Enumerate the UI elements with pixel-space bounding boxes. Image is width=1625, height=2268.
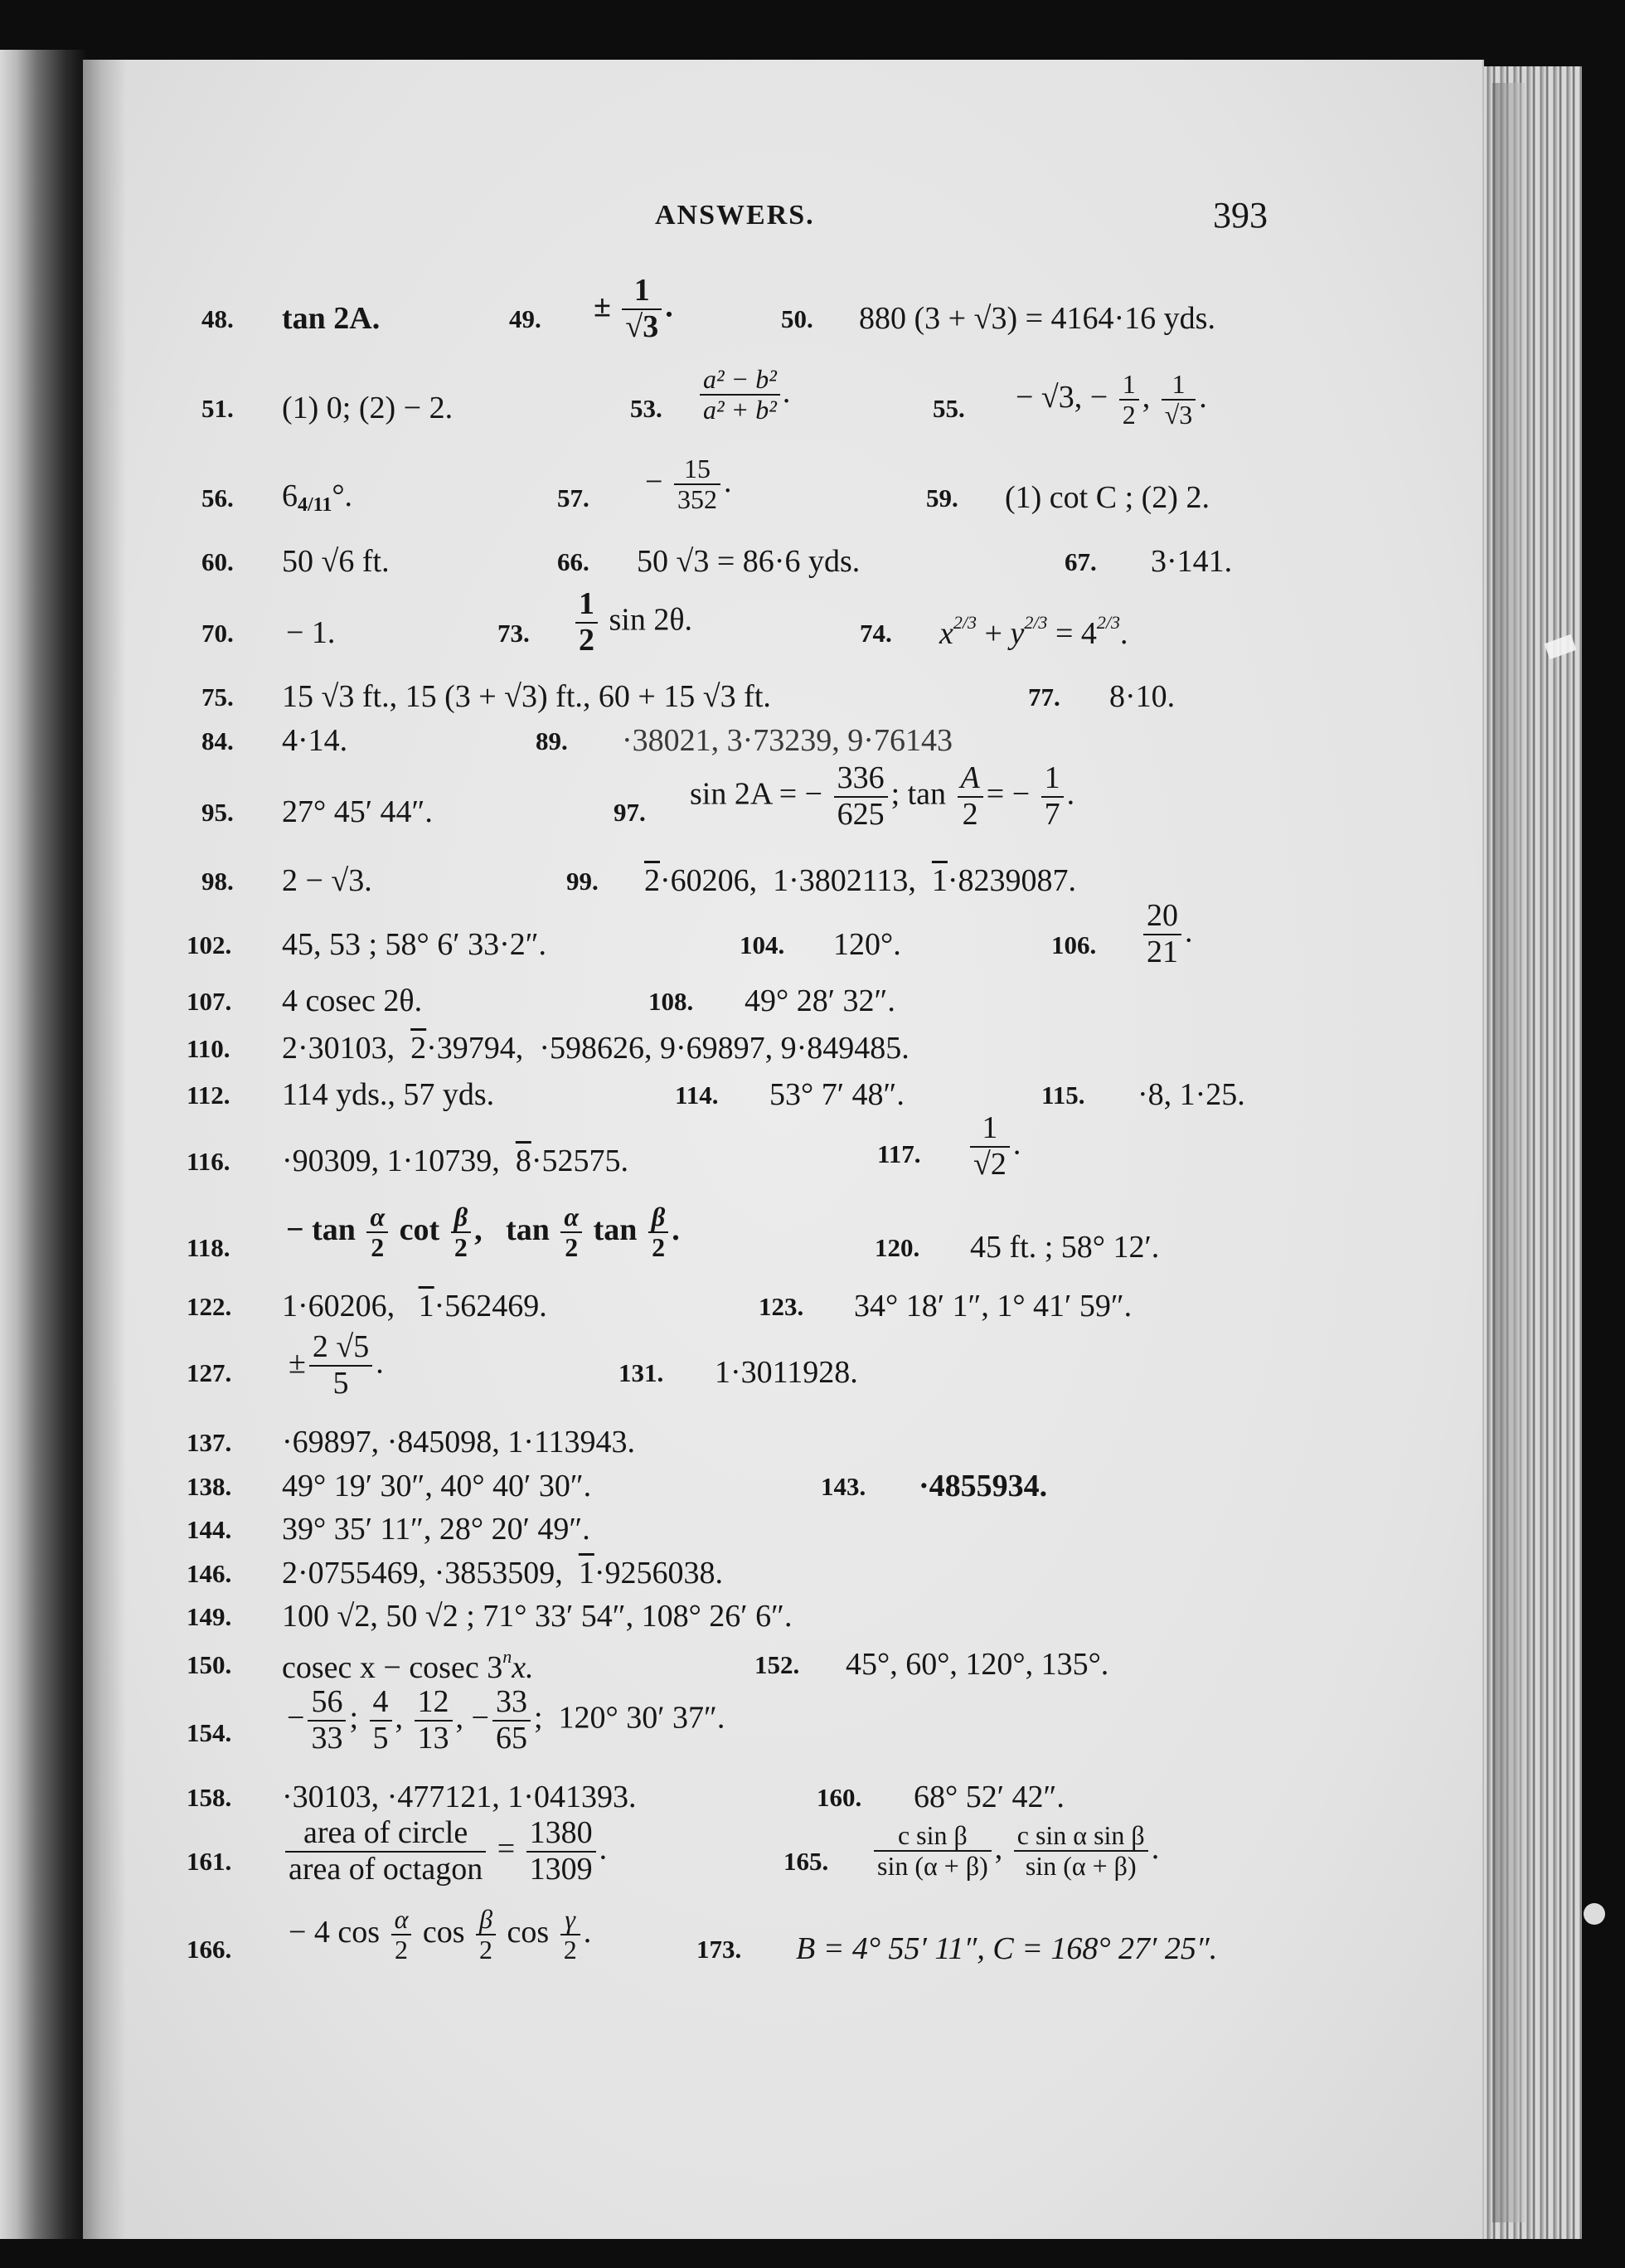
answer-text: ·69897, ·845098, 1·113943. (282, 1425, 636, 1459)
answer-fraction: − $\frac{56}{33}$ ; $\frac{4}{5}$ , $\frac{12}{13}$ , − $\frac{33}{65}$ ; 120° 30′ 37″. (287, 1684, 725, 1756)
answer-text: tan 2A. (282, 301, 381, 336)
page-title: ANSWERS. (655, 200, 815, 231)
answer-number: 110. (187, 1034, 230, 1063)
answer-text: 114 yds., 57 yds. (282, 1077, 495, 1112)
answer-number: 120. (875, 1233, 920, 1262)
answer-fraction: $\frac{1}{√2}$ . (967, 1111, 1021, 1183)
answer-text: − 4 cos $\frac{\alpha}{2}$ cos $\frac{\beta}{2}$ cos $\frac{\gamma}{2}$ . (289, 1904, 592, 1965)
answer-fraction: ± $\frac{1}{√3}$ . (594, 273, 673, 344)
answer-text: cosec x − cosec 3$^n$x. (282, 1646, 534, 1685)
answer-text: ·90309, 1·10739, 8·52575. (282, 1144, 628, 1178)
answer-number: 102. (187, 930, 232, 959)
answer-number: 60. (201, 547, 234, 576)
answer-text: ·8, 1·25. (1138, 1077, 1245, 1112)
answer-text: 2·30103, 2·39794, ·598626, 9·69897, 9·849485. (282, 1031, 910, 1066)
answer-number: 114. (675, 1081, 719, 1110)
answer-text: 50 √3 = 86·6 yds. (637, 544, 861, 579)
right-page-shadow (1492, 83, 1526, 2222)
answer-number: 70. (201, 619, 234, 648)
answer-number: 146. (187, 1559, 232, 1588)
answer-text: − tan $\frac{\alpha}{2}$ cot $\frac{\beta}{2}$ , tan $\frac{\alpha}{2}$ tan $\frac{\beta}{2}$ . (286, 1202, 680, 1263)
answer-text: 39° 35′ 11″, 28° 20′ 49″. (282, 1512, 590, 1547)
answer-text: 49° 19′ 30″, 40° 40′ 30″. (282, 1469, 592, 1503)
answer-number: 149. (187, 1602, 232, 1631)
answer-text: 49° 28′ 32″. (745, 983, 895, 1018)
answer-text: 45 ft. ; 58° 12′. (970, 1230, 1160, 1265)
left-page-edge (0, 50, 87, 2239)
answer-text: 8·10. (1109, 679, 1176, 714)
answer-number: 66. (557, 547, 589, 576)
answer-text: 64/11°. (282, 478, 353, 516)
answer-text: 100 √2, 50 √2 ; 71° 33′ 54″, 108° 26′ 6″. (282, 1599, 793, 1634)
answer-fraction: − $\frac{15}{352}$ . (645, 454, 732, 515)
answer-number: 67. (1065, 547, 1097, 576)
answer-number: 117. (877, 1139, 921, 1168)
answer-number: 77. (1028, 682, 1060, 711)
answer-number: 57. (557, 483, 589, 512)
answer-number: 152. (754, 1650, 800, 1679)
answer-number: 99. (566, 867, 599, 896)
answer-text: 2·0755469, ·3853509, 1·9256038. (282, 1556, 723, 1591)
answer-number: 89. (536, 726, 568, 755)
answer-fraction: $\frac{1}{2}$ sin 2θ. (572, 587, 692, 658)
answer-text: 1·3011928. (715, 1355, 858, 1390)
answer-fraction: $\frac{\text{c sin β}}{\sin (\alpha + \beta)}$ , $\frac{\text{c sin α sin β}}{\sin (\alpha + \beta)}$ . (871, 1821, 1159, 1881)
answer-text: 1·60206, 1·562469. (282, 1289, 547, 1323)
answer-text: 53° 7′ 48″. (769, 1077, 905, 1112)
answer-number: 150. (187, 1650, 232, 1679)
answer-number: 51. (201, 394, 234, 423)
answer-number: 161. (187, 1847, 232, 1876)
answer-number: 104. (740, 930, 785, 959)
answer-fraction: ± $\frac{2 √5}{5}$ . (289, 1329, 384, 1401)
answer-number: 138. (187, 1472, 232, 1501)
answer-number: 165. (783, 1847, 829, 1876)
answer-text: ·30103, ·477121, 1·041393. (282, 1780, 637, 1814)
answer-number: 97. (614, 798, 646, 827)
answer-number: 55. (933, 394, 965, 423)
answer-text: 27° 45′ 44″. (282, 794, 433, 829)
answer-fraction: sin 2A = − $\frac{336}{625}$ ; tan $\frac{A}{2}$ = − $\frac{1}{7}$ . (690, 760, 1075, 832)
answer-text: 4 cosec 2θ. (282, 983, 423, 1018)
page-number: 393 (1213, 195, 1268, 236)
answer-number: 59. (926, 483, 958, 512)
answer-number: 115. (1041, 1081, 1085, 1110)
answer-text: ·4855934. (919, 1469, 1048, 1503)
answer-number: 108. (648, 987, 694, 1016)
answer-number: 127. (187, 1358, 232, 1387)
answer-text: 45°, 60°, 120°, 135°. (846, 1647, 1109, 1682)
answer-fraction: − √3, − $\frac{1}{2}$ , $\frac{1}{√3}$ . (1016, 369, 1207, 430)
answer-number: 50. (781, 304, 813, 333)
answer-number: 98. (201, 867, 234, 896)
answer-text: 120°. (833, 927, 901, 962)
answer-number: 74. (860, 619, 892, 648)
answer-fraction: $\frac{20}{21}$ . (1140, 899, 1193, 970)
answer-number: 53. (630, 394, 662, 423)
answer-text: 34° 18′ 1″, 1° 41′ 59″. (854, 1289, 1133, 1323)
answer-number: 49. (509, 304, 541, 333)
answer-text: 2·60206, 1·3802113, 1·8239087. (644, 863, 1077, 898)
answer-number: 106. (1051, 930, 1097, 959)
answer-text: (1) cot C ; (2) 2. (1005, 480, 1210, 515)
answer-text: 880 (3 + √3) = 4164·16 yds. (859, 301, 1215, 336)
answer-text: 50 √6 ft. (282, 544, 390, 579)
answer-number: 154. (187, 1718, 232, 1747)
scan-speck (1584, 1903, 1605, 1925)
answer-number: 137. (187, 1428, 232, 1457)
answer-text: 45, 53 ; 58° 6′ 33·2″. (282, 927, 547, 962)
answer-number: 144. (187, 1515, 232, 1544)
gutter-shadow (83, 60, 126, 2239)
answer-number: 166. (187, 1935, 232, 1964)
answer-text: B = 4° 55′ 11″, C = 168° 27′ 25″. (796, 1931, 1218, 1966)
answer-text: 68° 52′ 42″. (914, 1780, 1065, 1814)
answer-text: − 1. (286, 615, 336, 650)
answer-number: 116. (187, 1147, 230, 1176)
answer-number: 122. (187, 1292, 232, 1321)
answer-text: (1) 0; (2) − 2. (282, 391, 454, 425)
answer-number: 158. (187, 1783, 232, 1812)
answer-text: 2 − √3. (282, 863, 372, 898)
answer-text: 3·141. (1151, 544, 1233, 579)
answer-number: 48. (201, 304, 234, 333)
answer-number: 123. (759, 1292, 804, 1321)
answer-number: 73. (497, 619, 530, 648)
answer-text: 4·14. (282, 723, 348, 758)
answer-number: 107. (187, 987, 232, 1016)
answer-number: 75. (201, 682, 234, 711)
answer-text: 15 √3 ft., 15 (3 + √3) ft., 60 + 15 √3 ft. (282, 679, 771, 714)
answer-number: 118. (187, 1233, 230, 1262)
answer-text: ·38021, 3·73239, 9·76143 (622, 723, 953, 758)
answer-number: 84. (201, 726, 234, 755)
answer-number: 160. (817, 1783, 862, 1812)
answer-number: 112. (187, 1081, 230, 1110)
answer-number: 131. (618, 1358, 664, 1387)
answer-fraction: $\frac{\text{area of circle}}{\text{area of octagon}}$ = $\frac{1380}{1309}$ . (282, 1816, 607, 1887)
answer-number: 56. (201, 483, 234, 512)
answer-number: 173. (696, 1935, 742, 1964)
answer-number: 95. (201, 798, 234, 827)
answer-text: $x^{2/3} + y^{2/3} = 4^{2/3}$. (939, 612, 1128, 651)
answer-number: 143. (821, 1472, 866, 1501)
answer-fraction: $\frac{\text{a² − b²}}{\text{a² + b²}}$ . (696, 365, 791, 425)
